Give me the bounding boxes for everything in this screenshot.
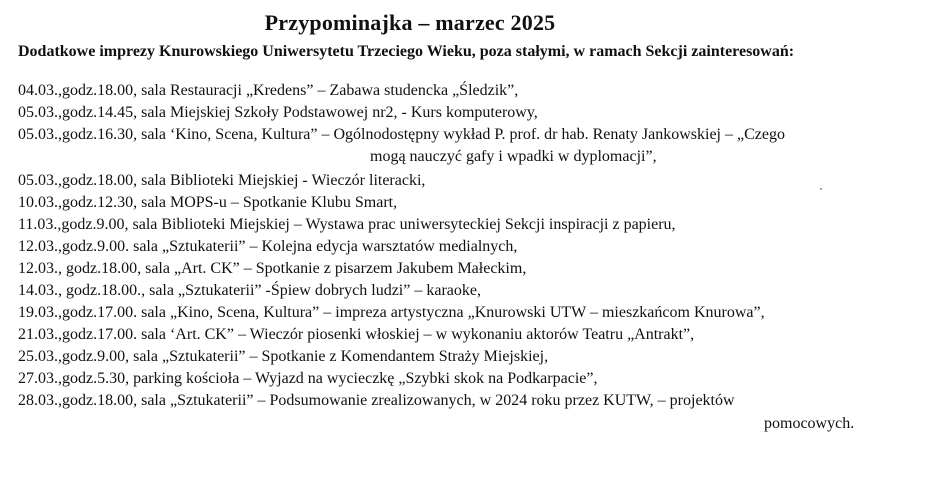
event-item-28-03 bbox=[18, 390, 928, 436]
event-text: 14.03., godz.18.00., sala „Sztukaterii” -Śpiew dobrych ludzi” – karaoke, bbox=[18, 282, 481, 299]
event-item-14-03 bbox=[18, 280, 928, 302]
event-item-10-03 bbox=[18, 192, 928, 214]
event-text-continuation: pomocowych. bbox=[764, 415, 855, 432]
event-text: 27.03.,godz.5.30, parking kościoła – Wyjazd na wycieczkę „Szybki skok na Podkarpacie”, bbox=[18, 370, 598, 387]
event-text: 05.03.,godz.14.45, sala Miejskiej Szkoły Podstawowej nr2, - Kurs komputerowy, bbox=[18, 104, 538, 121]
event-text: 05.03.,godz.18.00, sala Biblioteki Miejskiej - Wieczór literacki, bbox=[18, 172, 426, 189]
event-text: 10.03.,godz.12.30, sala MOPS-u – Spotkanie Klubu Smart, bbox=[18, 194, 398, 211]
event-text: 12.03.,godz.9.00. sala „Sztukaterii” – Kolejna edycja warsztatów medialnych, bbox=[18, 238, 518, 255]
event-item-11-03 bbox=[18, 214, 928, 236]
event-item-05-03-kurs bbox=[18, 102, 928, 124]
scan-speck bbox=[820, 188, 822, 190]
event-item-05-03-wyklad bbox=[18, 124, 928, 170]
event-text: 21.03.,godz.17.00. sala ‘Art. CK” – Wieczór piosenki włoskiej – w wykonaniu aktorów Teatru „Antrakt”, bbox=[18, 326, 695, 343]
event-text: 11.03.,godz.9.00, sala Biblioteki Miejskiej – Wystawa prac uniwersyteckiej Sekcji inspiracji z papieru, bbox=[18, 216, 676, 233]
event-item-27-03 bbox=[18, 368, 928, 390]
page-subtitle: Dodatkowe imprezy Knurowskiego Uniwersytetu Trzeciego Wieku, poza stałymi, w ramach Sekcji zainteresowań: bbox=[18, 43, 795, 60]
event-text: 04.03.,godz.18.00, sala Restauracji „Kredens” – Zabawa studencka „Śledzik”, bbox=[18, 82, 519, 99]
event-item-12-03-pisarz bbox=[18, 258, 928, 280]
event-text: 05.03.,godz.16.30, sala ‘Kino, Scena, Kultura” – Ogólnodostępny wykład P. prof. dr hab. Renaty Jankowskiej – „Czego bbox=[18, 126, 785, 143]
event-text-continuation: mogą nauczyć gafy i wpadki w dyplomacji”, bbox=[370, 148, 657, 165]
event-item-19-03 bbox=[18, 302, 928, 324]
event-item-04-03 bbox=[18, 80, 928, 102]
event-text: 25.03.,godz.9.00, sala „Sztukaterii” – Spotkanie z Komendantem Straży Miejskiej, bbox=[18, 348, 549, 365]
event-text: 28.03.,godz.18.00, sala „Sztukaterii” – Podsumowanie zrealizowanych, w 2024 roku przez KUTW, – projektów bbox=[18, 392, 735, 409]
event-item-21-03 bbox=[18, 324, 928, 346]
event-text: 12.03., godz.18.00, sala „Art. CK” – Spotkanie z pisarzem Jakubem Małeckim, bbox=[18, 260, 527, 277]
event-item-25-03 bbox=[18, 346, 928, 368]
event-text: 19.03.,godz.17.00. sala „Kino, Scena, Kultura” – impreza artystyczna „Knurowski UTW – mieszkańcom Knurowa”, bbox=[18, 304, 765, 321]
event-item-12-03-warsztaty bbox=[18, 236, 928, 258]
event-item-05-03-wieczor bbox=[18, 170, 928, 192]
page-title: Przypominajka – marzec 2025 bbox=[264, 10, 556, 35]
event-list bbox=[18, 80, 928, 436]
